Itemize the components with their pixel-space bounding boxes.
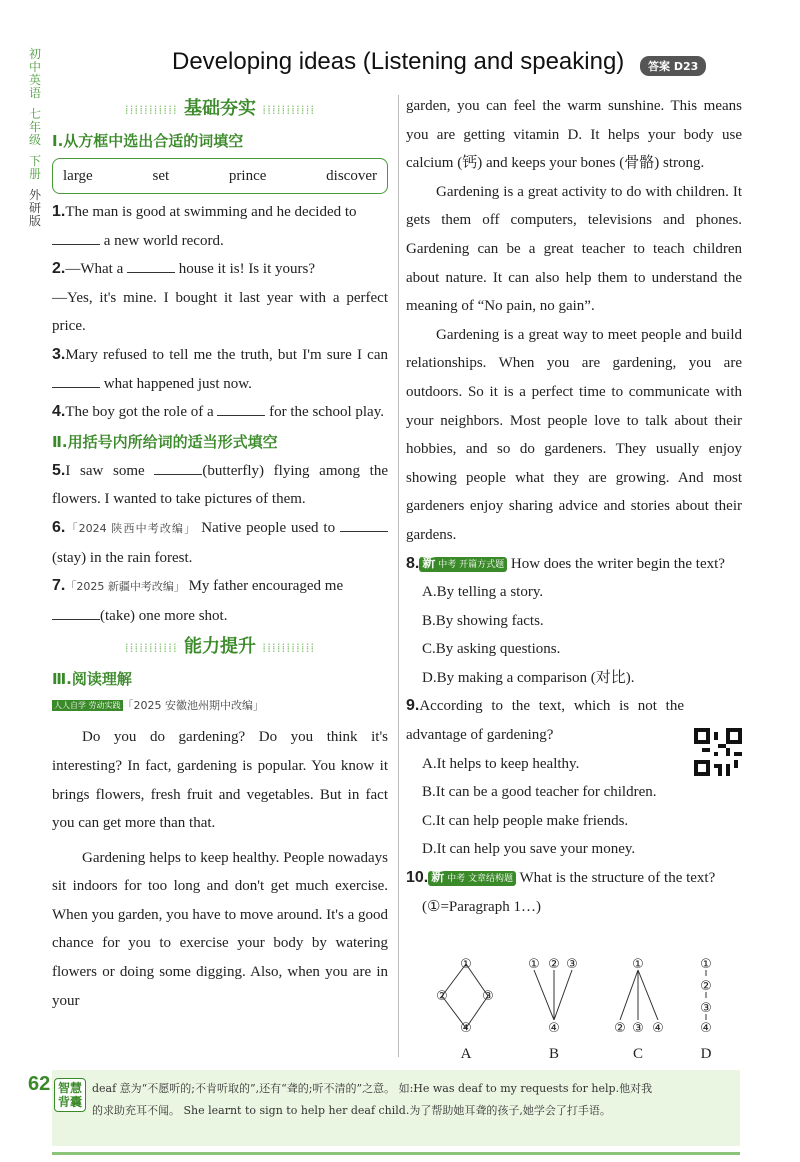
- diagram-node: ④: [652, 1021, 664, 1036]
- tip-text: [92, 1078, 736, 1122]
- diagram-label-c: C: [632, 1046, 644, 1062]
- question-9: 9.According to the text, which is not the advantage of gardening?: [406, 697, 684, 744]
- sidebar-book-info: [26, 48, 44, 236]
- word-box: [52, 158, 388, 194]
- tip-label: 智慧背囊: [54, 1078, 86, 1112]
- answer-blank[interactable]: [52, 373, 100, 388]
- answer-blank[interactable]: [340, 517, 388, 532]
- diagram-node: ②: [436, 989, 448, 1004]
- source-tag: 「2025 新疆中考改编」: [65, 580, 185, 594]
- reading-paragraph-3: Gardening is a great activity to do with children. It gets them off computers, televisions and phones. Gardening can be a great teacher to teach children about nature. It can also help them to understand the meaning of “No pain, no gain”.: [406, 183, 742, 315]
- diagram-node: ②: [614, 1021, 626, 1036]
- source-tag: 「2025 安徽池州期中改编」: [122, 699, 265, 713]
- reading-paragraph-4: Gardening is a great way to meet people and build relationships. When you are gardening, you are outdoors. So it is a perfect time to communicate with your neighbors. Most people love to talk about their hobbies, and so do gardeners. They usually enjoy showing people what they are growing. And most gardeners enjoy sharing advice and stories about their gardens.: [406, 326, 742, 543]
- part2-heading: Ⅱ.用括号内所给词的适当形式填空: [52, 432, 278, 451]
- question-10: 10. 新 中考 文章结构题 What is the structure of the text?: [406, 869, 716, 887]
- diagram-node: ④: [700, 1021, 712, 1036]
- diagram-node: ①: [528, 957, 540, 972]
- page-title: Developing ideas (Listening and speaking): [172, 48, 625, 75]
- question-1: 1.The man is good at swimming and he decided to a new world record.: [52, 203, 357, 249]
- sidebar-grade: 初中英语: [28, 47, 41, 100]
- source-tag: 「2024 陕西中考改编」: [65, 521, 197, 535]
- reading-paragraph-2-cont: garden, you can feel the warm sunshine. This means you are getting vitamin D. It helps your body use calcium (钙) and keeps your bones (骨骼) strong.: [406, 98, 742, 172]
- option-b[interactable]: B.By showing facts.: [422, 612, 544, 629]
- word-option: prince: [228, 167, 267, 184]
- diagram-node: ②: [548, 957, 560, 972]
- new-exam-badge-icon: 新 中考 开篇方式题: [419, 557, 507, 572]
- tip-line-1: deaf 意为“不愿听的;不肯听取的”,还有“聋的;听不清的”之意。 如:He was deaf to my requests for help.他对我: [92, 1082, 653, 1095]
- diagram-label-b: B: [548, 1046, 560, 1062]
- qr-code-icon[interactable]: [694, 728, 742, 776]
- question-2: 2.—What a house it is! Is it yours? —Yes, it's mine. I bought it last year with a perfect price.: [52, 260, 388, 335]
- question-8: 8. 新 中考 开篇方式题 How does the writer begin the text?: [406, 554, 725, 572]
- option-a[interactable]: A.It helps to keep healthy.: [422, 755, 580, 772]
- section-title: 能力提升: [184, 636, 256, 658]
- diagram-node: ③: [700, 1001, 712, 1016]
- answer-blank[interactable]: [154, 460, 202, 475]
- part1-heading: Ⅰ.从方框中选出合适的词填空: [52, 132, 244, 150]
- decorative-dots-icon: ⁞⁞⁞⁞⁞⁞⁞⁞⁞⁞⁞: [262, 641, 316, 656]
- option-d[interactable]: D.It can help you save your money.: [422, 841, 636, 858]
- decorative-dots-icon: ⁞⁞⁞⁞⁞⁞⁞⁞⁞⁞⁞: [124, 103, 178, 117]
- diagram-node: ①: [700, 957, 712, 972]
- right-column: [406, 92, 742, 921]
- source-line: [52, 694, 388, 717]
- column-divider: [398, 95, 399, 1057]
- new-exam-badge-icon: 新 中考 文章结构题: [428, 871, 516, 886]
- answer-blank[interactable]: [217, 401, 265, 416]
- labor-practice-icon: 人人自学 劳动实践: [54, 701, 121, 711]
- reading-paragraph-2: Gardening helps to keep healthy. People nowadays sit indoors for too long and don't get much exercise. When you garden, you have to move around. It's a good chance for you to exercise your body by watering flowers or doing some digging. Also, when you are in your: [52, 849, 388, 1009]
- diagram-node: ①: [632, 957, 644, 972]
- word-option: set: [152, 167, 170, 184]
- word-option: large: [63, 167, 93, 184]
- diagram-node: ③: [566, 957, 578, 972]
- section-heading-basic: [52, 92, 388, 126]
- part3-heading: Ⅲ.阅读理解: [52, 670, 132, 689]
- question-4: 4.The boy got the role of a for the school play.: [52, 403, 384, 421]
- section-title: 基础夯实: [184, 98, 256, 119]
- sidebar-term: 下册: [28, 154, 41, 181]
- question-6: 6.「2024 陕西中考改编」 Native people used to (stay) in the rain forest.: [52, 514, 388, 572]
- answer-blank[interactable]: [52, 605, 100, 620]
- sidebar-edition: 外研版: [28, 188, 41, 228]
- section-heading-advanced: [52, 630, 388, 664]
- diagram-node: ①: [460, 957, 472, 972]
- option-a[interactable]: A.By telling a story.: [422, 584, 544, 601]
- decorative-dots-icon: ⁞⁞⁞⁞⁞⁞⁞⁞⁞⁞⁞: [262, 103, 316, 117]
- diagram-label-a: A: [460, 1046, 472, 1062]
- diagram-node: ③: [632, 1021, 644, 1036]
- diagram-node: ④: [460, 1021, 472, 1036]
- decorative-dots-icon: ⁞⁞⁞⁞⁞⁞⁞⁞⁞⁞⁞: [124, 641, 178, 656]
- structure-diagrams: [424, 950, 744, 1062]
- answer-blank[interactable]: [127, 258, 175, 273]
- answer-badge: 答案 D23: [640, 56, 706, 76]
- question-5: 5.I saw some (butterfly) flying among the flowers. I wanted to take pictures of them.: [52, 461, 388, 508]
- page-number: 62: [28, 1073, 51, 1095]
- word-option: discover: [326, 167, 377, 184]
- option-c[interactable]: C.It can help people make friends.: [422, 812, 629, 829]
- answer-blank[interactable]: [52, 230, 100, 245]
- diagram-node: ③: [482, 989, 494, 1004]
- footer-divider: [52, 1152, 740, 1155]
- option-b[interactable]: B.It can be a good teacher for children.: [422, 784, 657, 801]
- left-column: [52, 92, 388, 1015]
- tip-line-2: 的求助充耳不闻。 She learnt to sign to help her deaf child.为了帮助她耳聋的孩子,她学会了打手语。: [92, 1104, 611, 1117]
- reading-paragraph-1: Do you do gardening? Do you think it's interesting? In fact, gardening is popular. You know it brings flowers, fresh fruit and vegetables. But in fact you can get more than that.: [52, 729, 388, 832]
- question-3: 3.Mary refused to tell me the truth, but I'm sure I can what happened just now.: [52, 345, 388, 392]
- question-10-hint: (①=Paragraph 1…): [422, 898, 541, 915]
- sidebar-level: 七年级: [28, 107, 41, 147]
- question-7: 7.「2025 新疆中考改编」 My father encouraged me (take) one more shot.: [52, 577, 344, 624]
- option-c[interactable]: C.By asking questions.: [422, 641, 561, 658]
- diagram-node: ②: [700, 979, 712, 994]
- diagram-label-d: D: [700, 1046, 712, 1062]
- diagram-node: ④: [548, 1021, 560, 1036]
- option-d[interactable]: D.By making a comparison (对比).: [422, 669, 635, 686]
